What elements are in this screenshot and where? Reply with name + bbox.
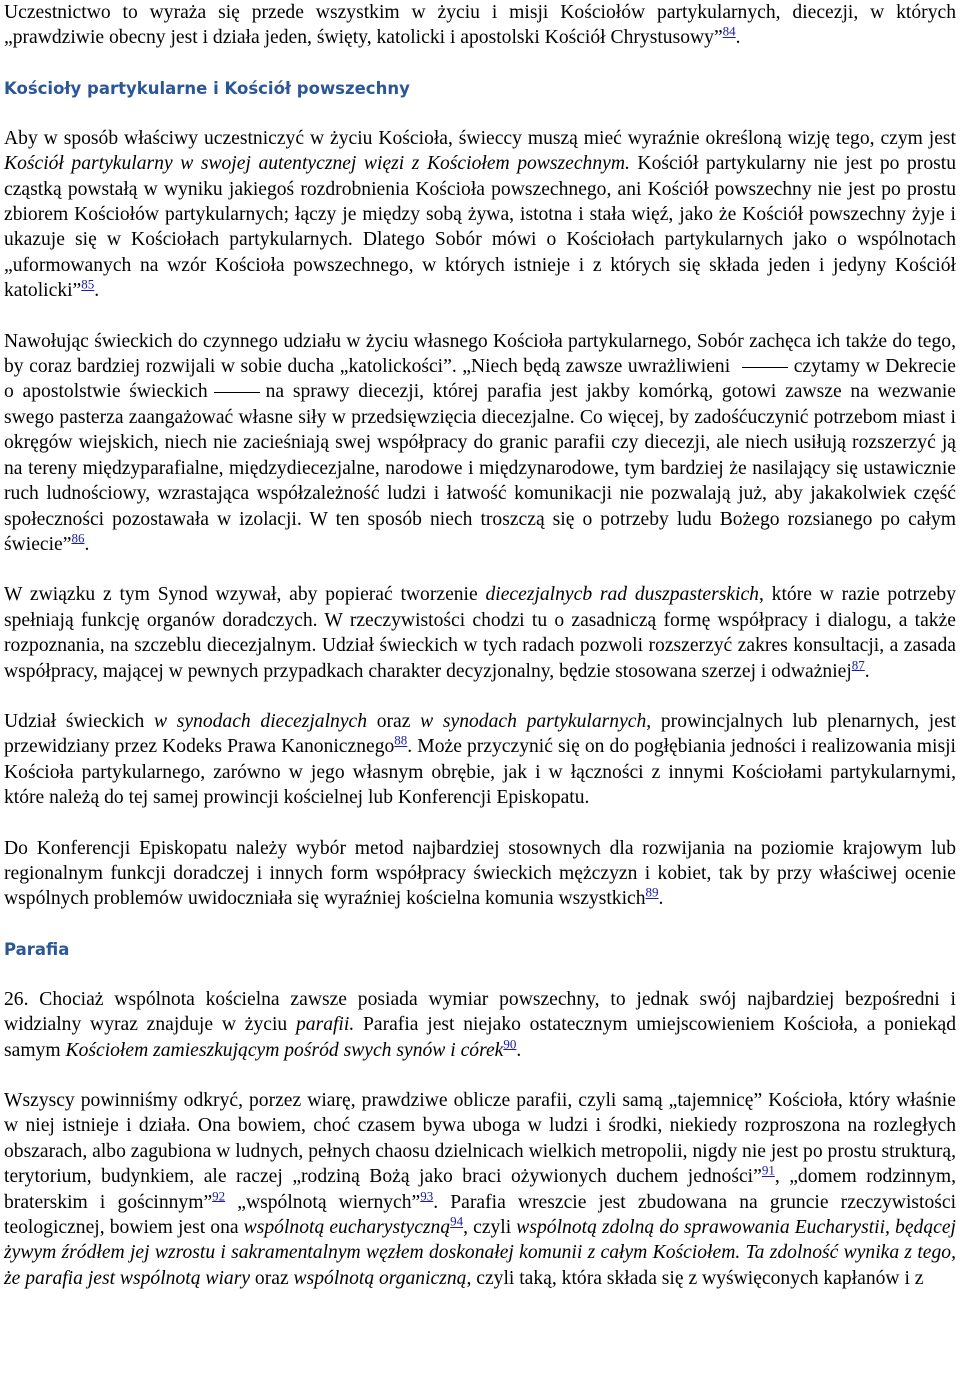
- text-span: , prowincjalnych lub plenarnych, jest przewidziany przez Kodeks Prawa Kanonicznego: [4, 710, 956, 758]
- footnote-link-90[interactable]: 90: [503, 1036, 517, 1052]
- footnote-link-84[interactable]: 84: [722, 23, 736, 39]
- text-span: „wspólnotą wiernych”: [225, 1191, 421, 1213]
- italic-span: wspólnotą zdolną do sprawowania Eucharystii, będącej żywym źródłem jej wzrostu i sakramentalnym węzłem doskonałej komunii z całym Kościołem. Ta zdolność wynika z tego, że parafia jest wspólnotą wiary: [4, 1217, 956, 1289]
- italic-span: Kościołem zamieszkującym pośród swych synów i córek: [65, 1039, 504, 1061]
- paragraph-catholicity: [4, 329, 956, 558]
- text-span: na sprawy diecezji, której parafia jest jakby komórką, gotowi zawsze na wezwanie swego pasterza zaangażować własne siły w przedsięwzięcia diecezjalne. Co więcej, by zadośćuczynić potrzebom miast i okręgów wiejskich, niech nie zacieśniają swej współpracy do granic parafii czy diecezji, ale niech usiłują rozszerzyć ją na tereny międzyparafialne, międzydiecezjalne, narodowe i międzynarodowe, tym bardziej że nasilający się ustawicznie ruch ludnościowy, wzrastająca współzależność ludzi i łatwość komunikacji nie pozwalają już, aby jakakolwiek część społeczności pozostawała w izolacji. W ten sposób niech troszczą się o potrzeby ludu Bożego rozsianego po całym świecie”: [4, 381, 957, 555]
- footnote-link-94[interactable]: 94: [450, 1213, 464, 1229]
- text-span: oraz: [250, 1267, 294, 1289]
- em-dash: [742, 367, 788, 368]
- footnote-link-91[interactable]: 91: [761, 1162, 775, 1178]
- footnote-link-85[interactable]: 85: [81, 276, 95, 292]
- text-span: .: [84, 533, 90, 555]
- text-span: Udział świeckich: [4, 710, 154, 732]
- paragraph-pastoral-councils: [4, 582, 956, 684]
- paragraph-participation: [4, 0, 956, 51]
- section-heading-parish: Parafia: [4, 939, 70, 959]
- text-span: W związku z tym Synod wzywał, aby popierać tworzenie: [4, 584, 486, 606]
- section-heading-particular-churches: Kościoły partykularne i Kościół powszechny: [4, 78, 410, 98]
- text-span: czytamy w Dekrecie o apostolstwie świeckich: [4, 356, 956, 403]
- italic-span: w synodach diecezjalnych: [153, 710, 368, 732]
- italic-span: diecezjalnycb rad duszpasterskich: [485, 584, 759, 606]
- italic-span: wspólnotą eucharystyczną: [243, 1217, 451, 1239]
- text-span: Parafia jest niejako ostatecznym umiejscowieniem Kościoła, a poniekąd samym: [4, 1014, 956, 1061]
- text-span: Uczestnictwo to wyraża się przede wszystkim w życiu i misji Kościołów partykularnych, diecezji, w których „prawdziwie obecny jest i działa jeden, święty, katolicki i apostolski Kościół Chrystusowy”: [4, 2, 956, 49]
- paragraph-26: [4, 987, 956, 1063]
- footnote-link-88[interactable]: 88: [394, 732, 408, 748]
- text-span: . Parafia wreszcie jest zbudowana na gruncie rzeczywistości teologicznej, bowiem jest ona: [4, 1191, 957, 1239]
- text-span: Aby w sposób właściwy uczestniczyć w życiu Kościoła, świeccy muszą mieć wyraźnie określoną wizję tego, czym jest: [4, 127, 956, 149]
- italic-span: wspólnotą organiczną: [293, 1267, 467, 1289]
- text-span: Do Konferencji Episkopatu należy wybór metod najbardziej stosownych dla rozwijania na poziomie krajowym lub regionalnym funkcji doradczej i innych form współpracy świeckich mężczyzn i kobiet, tak by przy właściwej ocenie wspólnych problemów uwidoczniała się wyraźniej kościelna komunia wszystkich: [4, 837, 956, 910]
- footnote-link-87[interactable]: 87: [851, 657, 865, 672]
- italic-span: Kościół partykularny w swojej autentycznej więzi z Kościołem powszechnym.: [4, 153, 630, 175]
- paragraph-vision: [4, 126, 956, 304]
- text-span: .: [658, 888, 664, 910]
- text-span: oraz: [367, 710, 421, 732]
- text-span: , które w razie potrzeby spełniają funkcję organów doradczych. W rzeczywistości chodzi tu o zasadniczą formę współpracy i dialogu, a także rozpoznania, na szczeblu diecezjalnym. Udział świeckich w tych radach pozwoli rozszerzyć zakres konsultacji, a zasada współpracy, mającej w pewnych przypadkach charakter decyzjonalny, będzie stosowana szerzej i odważniej: [4, 584, 956, 682]
- footnote-link-89[interactable]: 89: [645, 884, 659, 900]
- text-span: . Może przyczynić się on do pogłębiania jedności i realizowania misji Kościoła partykularnego, zarówno w jego własnym obrębie, jak i w łączności z innymi Kościołami partykularnymi, które należą do tej samej prowincji kościelnej lub Konferencji Episkopatu.: [4, 736, 956, 809]
- text-span: .: [864, 660, 870, 682]
- text-span: , czyli: [463, 1217, 517, 1239]
- footnote-link-86[interactable]: 86: [71, 530, 85, 546]
- em-dash: [214, 392, 260, 393]
- text-span: , „domem rodzinnym, braterskim i gościnnym”: [4, 1166, 956, 1213]
- text-span: .: [94, 280, 100, 302]
- text-span: 26. Chociaż wspólnota kościelna zawsze posiada wymiar powszechny, to jednak swój najbardziej bezpośredni i widzialny wyraz znajduje w życiu: [4, 988, 956, 1036]
- footnote-link-92[interactable]: 92: [212, 1188, 226, 1204]
- paragraph-episcopal-conference: [4, 836, 956, 912]
- text-span: Kościół partykularny nie jest po prostu cząstką powstałą w wyniku jakiegoś rozdrobnienia Kościoła powszechnego, ani Kościół powszechny nie jest po prostu zbiorem Kościołów partykularnych; łączy je między sobą żywa, istotna i stała więź, jako że Kościół powszechny żyje i ukazuje się w Kościołach partykularnych. Dlatego Sobór mówi o Kościołach partykularnych jako o wspólnotach „uformowanych na wzór Kościoła powszechnego, w których istnieje i z których się składa jeden i jedyny Kościół katolicki”: [4, 153, 956, 302]
- paragraph-synods: [4, 709, 956, 811]
- italic-span: parafii.: [295, 1014, 355, 1036]
- italic-span: w synodach partykularnych: [420, 710, 647, 732]
- text-span: .: [735, 27, 741, 49]
- text-span: , czyli taką, która składa się z wyświęconych kapłanów i z: [466, 1267, 924, 1289]
- text-span: .: [516, 1039, 522, 1061]
- paragraph-parish-mystery: [4, 1088, 956, 1291]
- text-span: Nawołując świeckich do czynnego udziału w życiu własnego Kościoła partykularnego, Sobór zachęca ich także do tego, by coraz bardziej rozwijali w sobie ducha „katolickości”. „Niech będą zawsze uwrażliwieni: [4, 330, 956, 378]
- text-span: Wszyscy powinniśmy odkryć, porzez wiarę, prawdziwe oblicze parafii, czyli samą „tajemnicę” Kościoła, który właśnie w niej istnieje i działa. Ona bowiem, choć czasem bywa uboga w ludzi i środki, niekiedy rozproszona na rozległych obszarach, albo zagubiona w ludnych, pełnych chaosu dzielnicach wielkich metropolii, nigdy nie jest po prostu strukturą, terytorium, budynkiem, ale raczej „rodziną Bożą jako braci ożywionych duchem jedności”: [4, 1090, 956, 1188]
- document-page: [4, 0, 956, 1291]
- footnote-link-93[interactable]: 93: [420, 1188, 434, 1204]
